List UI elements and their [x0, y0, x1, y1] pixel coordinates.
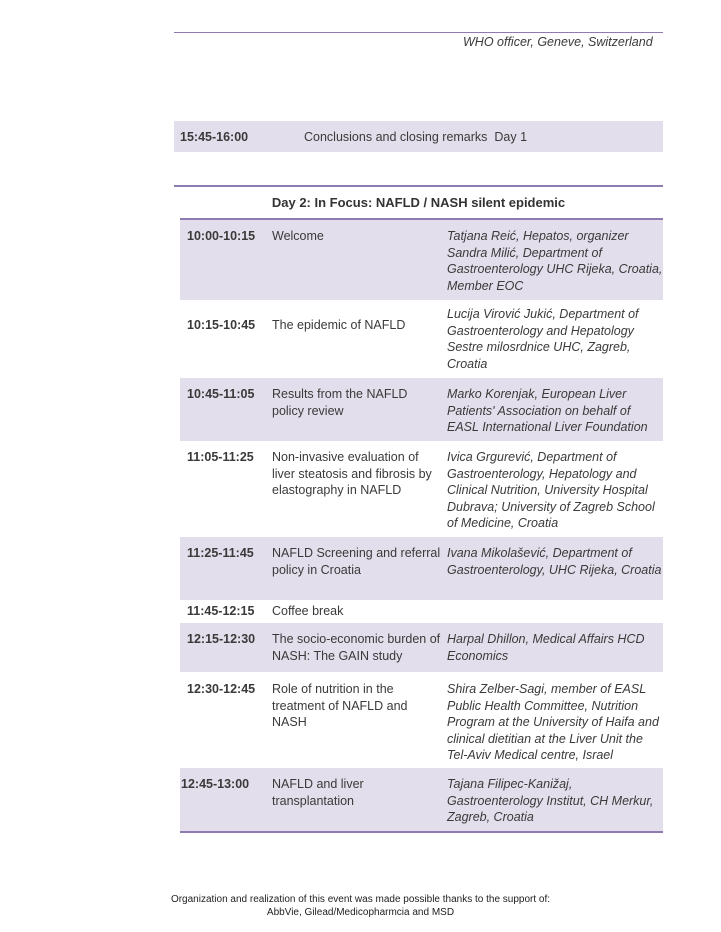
- top-divider: [174, 32, 663, 33]
- row-speaker: Ivana Mikolašević, Department of Gastroenterology, UHC Rijeka, Croatia: [447, 546, 662, 577]
- day1-closing-title: Conclusions and closing remarks Day 1: [304, 130, 528, 144]
- table-row: [180, 378, 663, 441]
- table-row: [180, 600, 663, 622]
- row-speaker: Ivica Grgurević, Department of Gastroenterology, Hepatology and Clinical Nutrition, University Hospital Dubrava; University of Zagreb School of Medicine, Croatia: [447, 450, 655, 530]
- row-speaker: Shira Zelber-Sagi, member of EASL Public Health Committee, Nutrition Program at the University of Haifa and clinical dietitian at the Liver Unit the Tel-Aviv Medical centre, Israel: [447, 682, 659, 762]
- row-topic: NAFLD and liver transplantation: [272, 777, 364, 808]
- row-speaker: Harpal Dhillon, Medical Affairs HCD Economics: [447, 632, 645, 663]
- day2-heading: Day 2: In Focus: NAFLD / NASH silent epidemic: [271, 195, 566, 210]
- table-row: [180, 623, 663, 672]
- row-topic: The socio-economic burden of NASH: The GAIN study: [272, 632, 441, 663]
- row-topic: Coffee break: [272, 604, 344, 618]
- row-time: 12:15-12:30: [187, 632, 256, 646]
- table-row: [180, 441, 663, 536]
- footer-line-2: AbbVie, Gilead/Medicopharmcia and MSD: [266, 906, 455, 918]
- day2-top-divider: [174, 185, 663, 187]
- row-speaker: Tatjana Reić, Hepatos, organizer Sandra Milić, Department of Gastroenterology UHC Rijeka, Croatia, Member EOC: [447, 229, 663, 293]
- row-topic: Results from the NAFLD policy review: [272, 387, 408, 418]
- row-topic: NAFLD Screening and referral policy in Croatia: [272, 546, 441, 577]
- row-topic: Role of nutrition in the treatment of NAFLD and NASH: [272, 682, 408, 729]
- row-speaker: Tajana Filipec-Kanižaj, Gastroenterology Institut, CH Merkur, Zagreb, Croatia: [447, 777, 654, 824]
- row-time: 10:15-10:45: [187, 318, 256, 332]
- row-time: 11:05-11:25: [187, 450, 254, 464]
- row-time: 10:45-11:05: [187, 387, 255, 401]
- sponsor-footer: [0, 894, 721, 919]
- row-time: 12:45-13:00: [181, 777, 250, 791]
- row-time: 12:30-12:45: [187, 682, 256, 696]
- row-speaker: Lucija Virović Jukić, Department of Gastroenterology and Hepatology Sestre milosrdnice UHC, Zagreb, Croatia: [447, 307, 639, 371]
- footer-line-1: Organization and realization of this event was made possible thanks to the support of:: [170, 894, 551, 905]
- row-time: 11:45-12:15: [187, 604, 255, 618]
- table-row: [180, 673, 663, 767]
- row-speaker: Marko Korenjak, European Liver Patients' Association on behalf of EASL International Liver Foundation: [447, 387, 648, 434]
- row-time: 10:00-10:15: [187, 229, 256, 243]
- row-topic: The epidemic of NAFLD: [272, 318, 406, 332]
- table-row: [180, 300, 663, 376]
- table-row: [180, 768, 663, 831]
- row-time: 11:25-11:45: [187, 546, 254, 560]
- table-bottom-divider: [180, 831, 663, 833]
- row-topic: Welcome: [272, 229, 324, 243]
- table-row: [180, 220, 663, 300]
- previous-speaker-tail: WHO officer, Geneve, Switzerland: [463, 35, 653, 49]
- day1-closing-time: 15:45-16:00: [180, 130, 249, 144]
- row-topic: Non-invasive evaluation of liver steatosis and fibrosis by elastography in NAFLD: [272, 450, 432, 497]
- table-row: [180, 537, 663, 600]
